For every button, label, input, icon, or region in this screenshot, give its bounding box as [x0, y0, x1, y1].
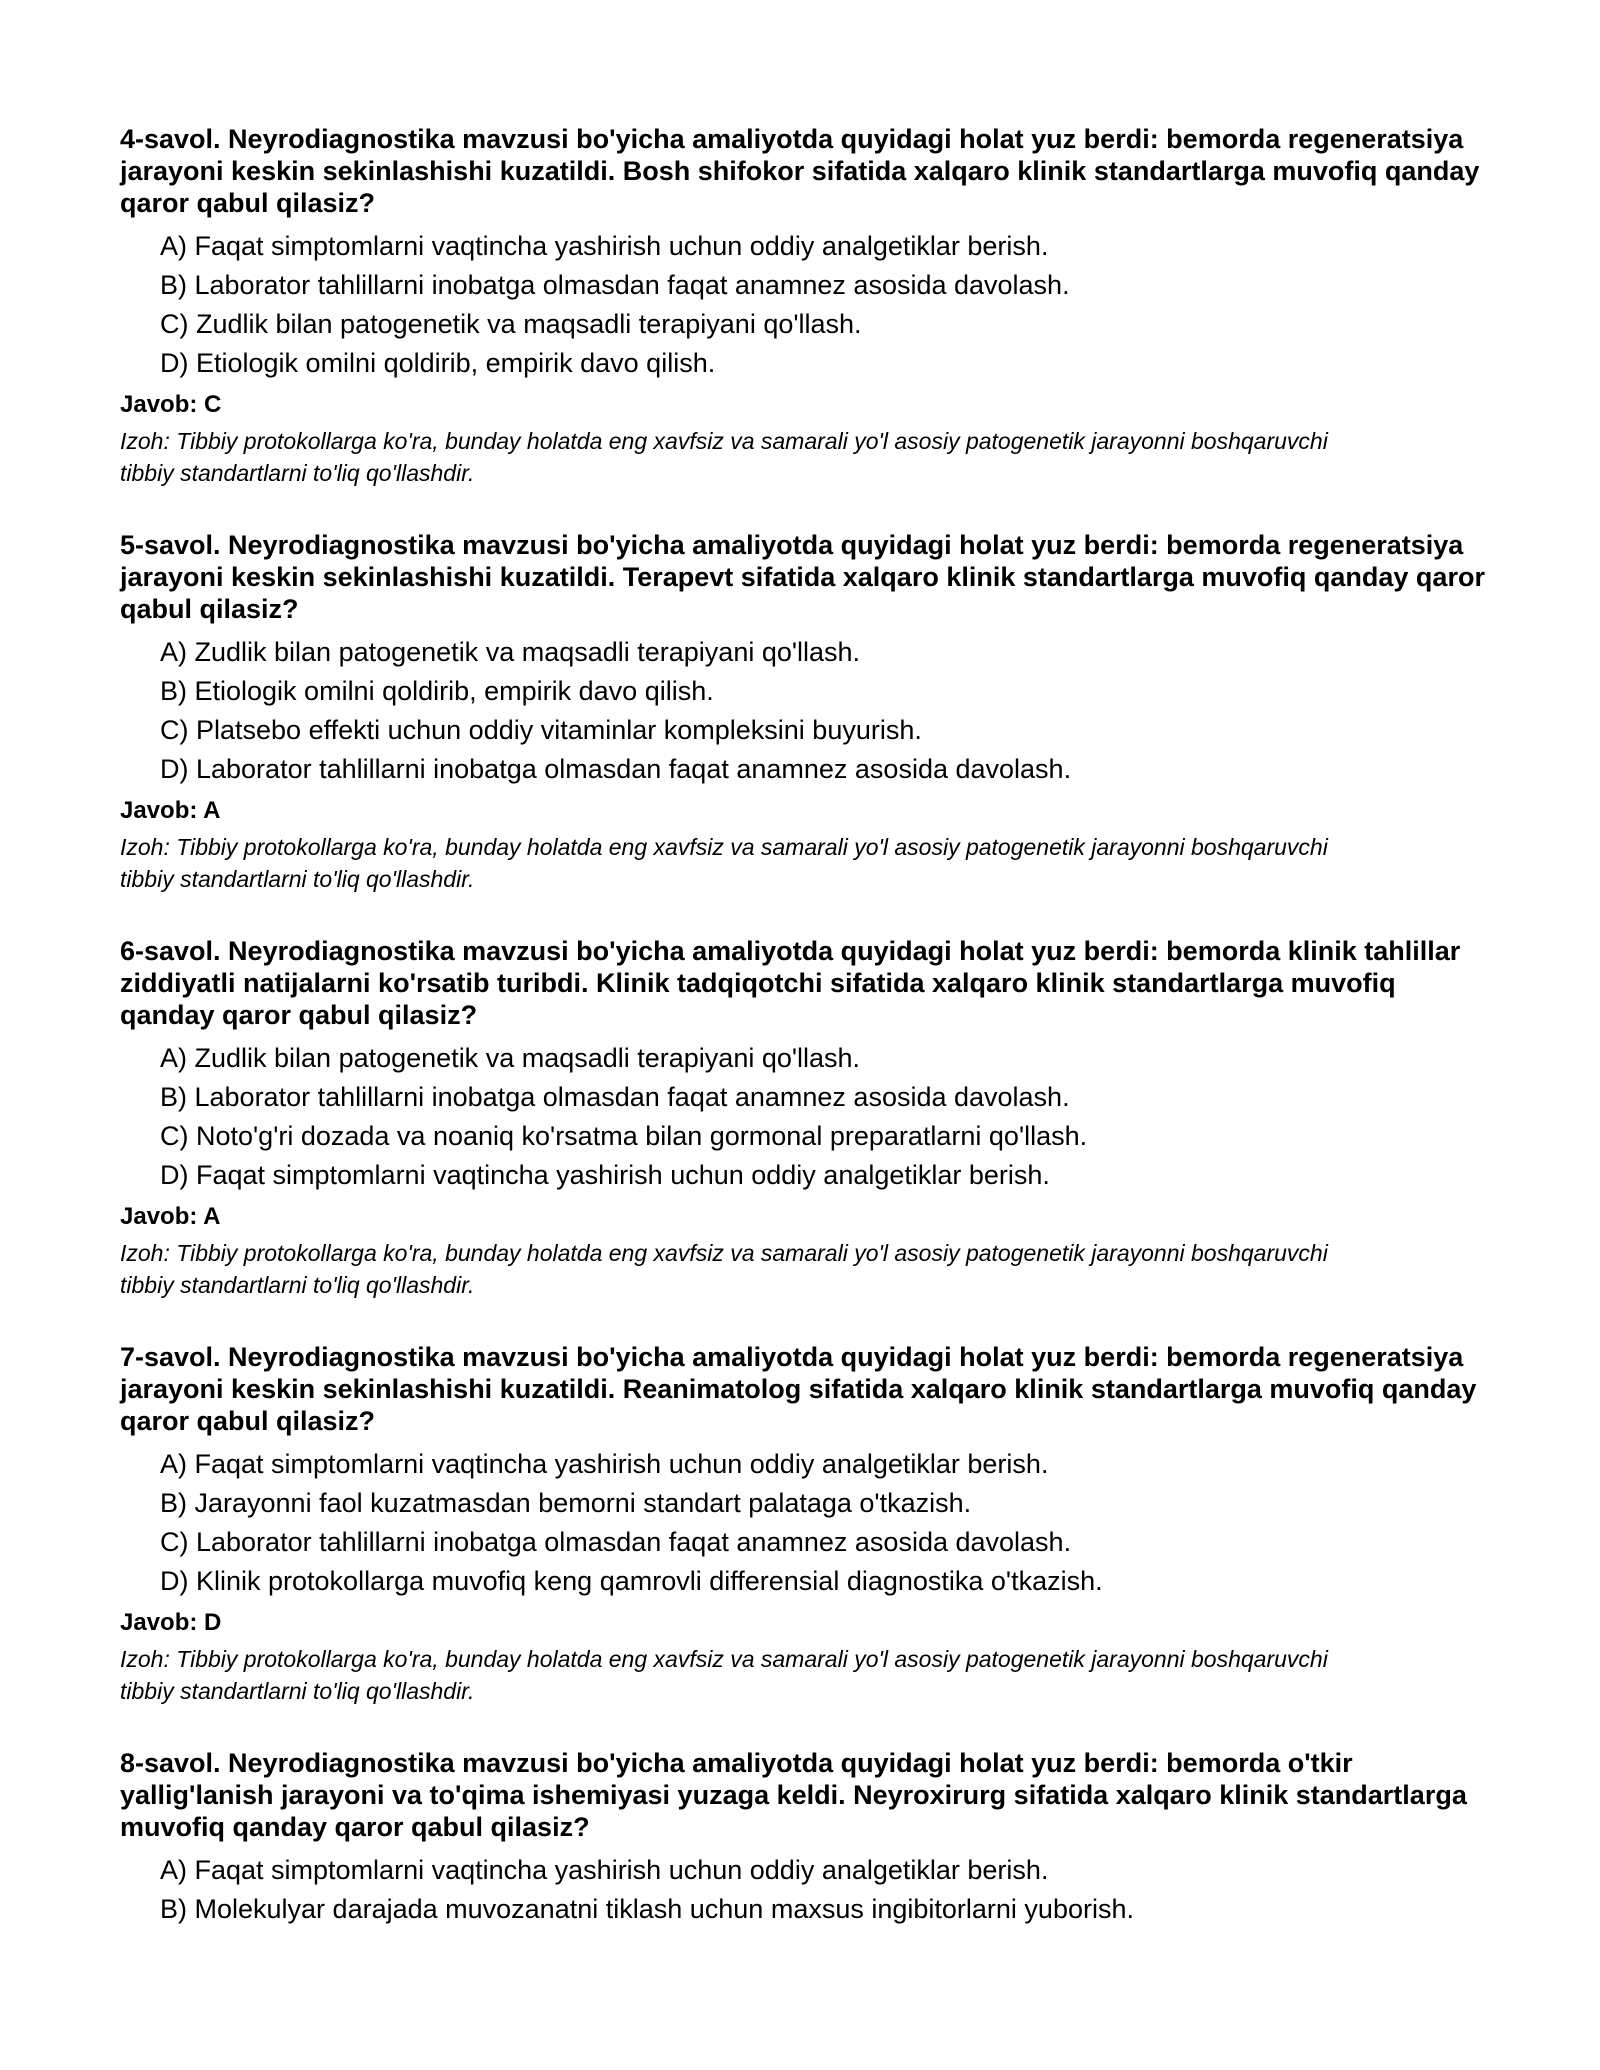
option-list: [120, 1851, 1490, 1929]
option-a: A) Faqat simptomlarni vaqtincha yashirish uchun oddiy analgetiklar berish.: [160, 1855, 1049, 1885]
option-list: [120, 1039, 1490, 1195]
option-a: A) Faqat simptomlarni vaqtincha yashirish uchun oddiy analgetiklar berish.: [160, 231, 1049, 261]
question-7: [120, 1341, 1490, 1707]
option-d: D) Laborator tahlillarni inobatga olmasdan faqat anamnez asosida davolash.: [160, 754, 1072, 784]
option-b: B) Molekulyar darajada muvozanatni tiklash uchun maxsus ingibitorlarni yuborish.: [160, 1894, 1134, 1924]
option-d: D) Klinik protokollarga muvofiq keng qamrovli differensial diagnostika o'tkazish.: [160, 1566, 1103, 1596]
option-c: C) Zudlik bilan patogenetik va maqsadli terapiyani qo'llash.: [160, 309, 862, 339]
answer-label: Javob: C: [120, 391, 222, 418]
option-list: [120, 633, 1490, 789]
question-text: 8-savol. Neyrodiagnostika mavzusi bo'yicha amaliyotda quyidagi holat yuz berdi: bemorda o'tkir yallig'lanish jarayoni va to'qima ishemiyasi yuzaga keldi. Neyroxirurg sifatida xalqaro klinik standartlarga muvofiq qanday qaror qabul qilasiz?: [120, 1748, 1467, 1842]
option-d: D) Faqat simptomlarni vaqtincha yashirish uchun oddiy analgetiklar berish.: [160, 1160, 1050, 1190]
option-list: [120, 227, 1490, 383]
answer-label: Javob: A: [120, 1203, 221, 1230]
option-b: B) Laborator tahlillarni inobatga olmasdan faqat anamnez asosida davolash.: [160, 1082, 1070, 1112]
explanation-text: Izoh: Tibbiy protokollarga ko'ra, bunday holatda eng xavfsiz va samarali yo'l asosiy patogenetik jarayonni boshqaruvchi tibbiy standartlarni to'liq qo'llashdir.: [120, 1646, 1328, 1704]
explanation-text: Izoh: Tibbiy protokollarga ko'ra, bunday holatda eng xavfsiz va samarali yo'l asosiy patogenetik jarayonni boshqaruvchi tibbiy standartlarni to'liq qo'llashdir.: [120, 428, 1328, 486]
option-b: B) Jarayonni faol kuzatmasdan bemorni standart palataga o'tkazish.: [160, 1488, 972, 1518]
option-a: A) Faqat simptomlarni vaqtincha yashirish uchun oddiy analgetiklar berish.: [160, 1449, 1049, 1479]
explanation-text: Izoh: Tibbiy protokollarga ko'ra, bunday holatda eng xavfsiz va samarali yo'l asosiy patogenetik jarayonni boshqaruvchi tibbiy standartlarni to'liq qo'llashdir.: [120, 834, 1328, 892]
question-6: [120, 935, 1490, 1301]
question-text: 4-savol. Neyrodiagnostika mavzusi bo'yicha amaliyotda quyidagi holat yuz berdi: bemorda regeneratsiya jarayoni keskin sekinlashishi kuzatildi. Bosh shifokor sifatida xalqaro klinik standartlarga muvofiq qanday qaror qabul qilasiz?: [120, 124, 1480, 218]
document-page: [120, 123, 1490, 1969]
option-d: D) Etiologik omilni qoldirib, empirik davo qilish.: [160, 348, 716, 378]
option-b: B) Laborator tahlillarni inobatga olmasdan faqat anamnez asosida davolash.: [160, 270, 1070, 300]
question-4: [120, 123, 1490, 489]
option-c: C) Noto'g'ri dozada va noaniq ko'rsatma bilan gormonal preparatlarni qo'llash.: [160, 1121, 1088, 1151]
answer-label: Javob: D: [120, 1609, 222, 1636]
explanation-text: Izoh: Tibbiy protokollarga ko'ra, bunday holatda eng xavfsiz va samarali yo'l asosiy patogenetik jarayonni boshqaruvchi tibbiy standartlarni to'liq qo'llashdir.: [120, 1240, 1328, 1298]
option-a: A) Zudlik bilan patogenetik va maqsadli terapiyani qo'llash.: [160, 637, 861, 667]
option-b: B) Etiologik omilni qoldirib, empirik davo qilish.: [160, 676, 714, 706]
option-c: C) Laborator tahlillarni inobatga olmasdan faqat anamnez asosida davolash.: [160, 1527, 1072, 1557]
question-text: 6-savol. Neyrodiagnostika mavzusi bo'yicha amaliyotda quyidagi holat yuz berdi: bemorda klinik tahlillar ziddiyatli natijalarni ko'rsatib turibdi. Klinik tadqiqotchi sifatida xalqaro klinik standartlarga muvofiq qanday qaror qabul qilasiz?: [120, 936, 1461, 1030]
answer-label: Javob: A: [120, 797, 221, 824]
question-8: [120, 1747, 1490, 1929]
option-list: [120, 1445, 1490, 1601]
question-text: 7-savol. Neyrodiagnostika mavzusi bo'yicha amaliyotda quyidagi holat yuz berdi: bemorda regeneratsiya jarayoni keskin sekinlashishi kuzatildi. Reanimatolog sifatida xalqaro klinik standartlarga muvofiq qanday qaror qabul qilasiz?: [120, 1342, 1477, 1436]
question-text: 5-savol. Neyrodiagnostika mavzusi bo'yicha amaliyotda quyidagi holat yuz berdi: bemorda regeneratsiya jarayoni keskin sekinlashishi kuzatildi. Terapevt sifatida xalqaro klinik standartlarga muvofiq qanday qaror qabul qilasiz?: [120, 530, 1485, 624]
option-a: A) Zudlik bilan patogenetik va maqsadli terapiyani qo'llash.: [160, 1043, 861, 1073]
option-c: C) Platsebo effekti uchun oddiy vitaminlar kompleksini buyurish.: [160, 715, 922, 745]
question-5: [120, 529, 1490, 895]
